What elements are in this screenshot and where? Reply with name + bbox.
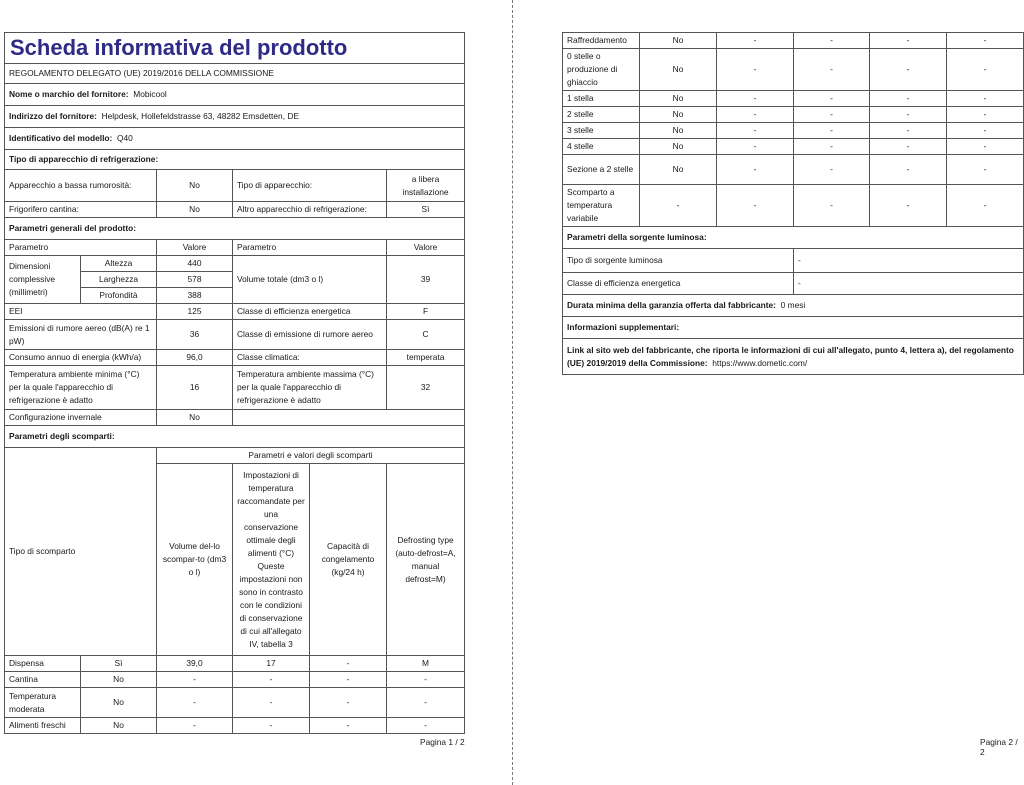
- compartment-defrost: M: [387, 656, 465, 672]
- compartment-freezing: -: [310, 718, 387, 734]
- compartment-temp: -: [233, 688, 310, 718]
- regulation-line: REGOLAMENTO DELEGATO (UE) 2019/2016 DELLA COMMISSIONE: [5, 64, 465, 84]
- warranty-label: Durata minima della garanzia offerta dal fabbricante:: [567, 300, 776, 310]
- max-temp-value: 32: [387, 366, 465, 410]
- compartment-name: Raffreddamento: [563, 33, 640, 49]
- table-row: [563, 139, 1024, 155]
- freezing-capacity-header: Capacità di congelamento (kg/24 h): [310, 464, 387, 656]
- compartment-freezing: -: [310, 656, 387, 672]
- compartment-name: Cantina: [5, 672, 81, 688]
- width-label: Larghezza: [81, 272, 157, 288]
- compartment-defrost: -: [387, 672, 465, 688]
- compartment-freezing: -: [870, 155, 947, 185]
- page-number-2: Pagina 2 / 2: [980, 737, 1018, 757]
- general-params-heading: Parametri generali del prodotto:: [5, 218, 465, 240]
- model-id-row: [5, 128, 465, 150]
- manufacturer-link-label: Link al sito web del fabbricante, che riporta le informazioni di cui all'allegato, punto 4, lettera a), del regolamento (UE) 2019/2019 della Commissione:: [567, 344, 1014, 368]
- compartment-defrost: -: [947, 91, 1024, 107]
- compartment-name: 4 stelle: [563, 139, 640, 155]
- eei-value: 125: [157, 304, 233, 320]
- table-row: [563, 123, 1024, 139]
- compartment-defrost: -: [947, 123, 1024, 139]
- supplier-address-value: Helpdesk, Hollefeldstrasse 63, 48282 Emsdetten, DE: [101, 111, 299, 121]
- compartment-temp: -: [794, 49, 870, 91]
- compartment-defrost: -: [947, 107, 1024, 123]
- climate-class-value: temperata: [387, 350, 465, 366]
- compartment-volume: -: [157, 718, 233, 734]
- max-temp-label: Temperatura ambiente massima (°C) per la quale l'apparecchio di refrigerazione è adatto: [233, 366, 387, 410]
- product-info-sheet-page-2: [562, 32, 1024, 375]
- table-row: [563, 91, 1024, 107]
- compartment-name: Alimenti freschi: [5, 718, 81, 734]
- total-volume-label: Volume totale (dm3 o l): [233, 256, 387, 304]
- table-row: [563, 155, 1024, 185]
- compartment-defrost: -: [947, 33, 1024, 49]
- other-appliance-value: Sì: [387, 202, 465, 218]
- page-number-1: Pagina 1 / 2: [420, 737, 465, 747]
- compartment-temp: -: [233, 672, 310, 688]
- noise-class-label: Classe di emissione di rumore aereo: [233, 320, 387, 350]
- height-value: 440: [157, 256, 233, 272]
- compartment-temp: -: [794, 123, 870, 139]
- noise-class-value: C: [387, 320, 465, 350]
- compartment-name: Dispensa: [5, 656, 81, 672]
- table-row: [563, 49, 1024, 91]
- compartment-volume: -: [717, 33, 794, 49]
- compartment-present: -: [640, 185, 717, 227]
- warranty-value: 0 mesi: [780, 300, 806, 310]
- energy-class-value: F: [387, 304, 465, 320]
- height-label: Altezza: [81, 256, 157, 272]
- model-id-value: Q40: [116, 133, 133, 143]
- compartment-freezing: -: [870, 49, 947, 91]
- compartment-temp: -: [233, 718, 310, 734]
- compartment-freezing: -: [310, 672, 387, 688]
- total-volume-value: 39: [387, 256, 465, 304]
- compartment-present: No: [81, 718, 157, 734]
- appliance-type-value: a libera installazione: [387, 170, 465, 202]
- appliance-type-label: Tipo di apparecchio:: [233, 170, 387, 202]
- compartments-heading: Parametri degli scomparti:: [5, 426, 465, 448]
- compartment-present: No: [640, 91, 717, 107]
- compartment-temp: -: [794, 185, 870, 227]
- compartment-defrost: -: [387, 688, 465, 718]
- min-temp-value: 16: [157, 366, 233, 410]
- supplier-address-row: [5, 106, 465, 128]
- compartment-name: Sezione a 2 stelle: [563, 155, 640, 185]
- param-header-left: Parametro: [5, 240, 157, 256]
- compartment-volume: -: [717, 139, 794, 155]
- winter-config-value: No: [157, 410, 233, 426]
- compartment-freezing: -: [870, 33, 947, 49]
- defrost-type-header: Defrosting type (auto-defrost=A, manual defrost=M): [387, 464, 465, 656]
- compartment-temp: -: [794, 155, 870, 185]
- model-id-label: Identificativo del modello:: [9, 133, 113, 143]
- depth-label: Profondità: [81, 288, 157, 304]
- value-header-left: Valore: [157, 240, 233, 256]
- low-noise-label: Apparecchio a bassa rumorosità:: [5, 170, 157, 202]
- compartment-present: No: [640, 123, 717, 139]
- compartment-present: No: [81, 672, 157, 688]
- table-row: [563, 107, 1024, 123]
- compartment-temp: 17: [233, 656, 310, 672]
- compartment-temp: -: [794, 139, 870, 155]
- compartment-name: 3 stelle: [563, 123, 640, 139]
- compartment-defrost: -: [947, 139, 1024, 155]
- compartment-name: Temperatura moderata: [5, 688, 81, 718]
- compartment-volume: -: [717, 155, 794, 185]
- compartment-freezing: -: [310, 688, 387, 718]
- wine-storage-value: No: [157, 202, 233, 218]
- compartment-freezing: -: [870, 139, 947, 155]
- compartment-defrost: -: [947, 185, 1024, 227]
- temp-setting-header: Impostazioni di temperatura raccomandate per una conservazione ottimale degli alimenti (°C) Queste impostazioni non sono in contrasto con le condizioni di conservazione di cui all'allegato IV, tabella 3: [233, 464, 310, 656]
- light-class-value: -: [794, 273, 1024, 295]
- compartment-present: No: [81, 688, 157, 718]
- table-row: [563, 185, 1024, 227]
- compartment-name: Scomparto a temperatura variabile: [563, 185, 640, 227]
- table-row: [5, 656, 465, 672]
- compartment-type-header: Tipo di scomparto: [5, 448, 157, 656]
- supplier-address-label: Indirizzo del fornitore:: [9, 111, 97, 121]
- compartment-volume: -: [717, 185, 794, 227]
- compartment-freezing: -: [870, 91, 947, 107]
- compartment-present: No: [640, 107, 717, 123]
- appliance-type-heading: Tipo di apparecchio di refrigerazione:: [5, 150, 465, 170]
- value-header-right: Valore: [387, 240, 465, 256]
- table-row: [5, 672, 465, 688]
- energy-consumption-label: Consumo annuo di energia (kWh/a): [5, 350, 157, 366]
- light-type-label: Tipo di sorgente luminosa: [563, 249, 794, 273]
- compartment-temp: -: [794, 33, 870, 49]
- noise-label: Emissioni di rumore aereo (dB(A) re 1 pW): [5, 320, 157, 350]
- volume-header: Volume del-lo scompar-to (dm3 o l): [157, 464, 233, 656]
- compartment-volume: -: [717, 107, 794, 123]
- compartment-volume: -: [717, 91, 794, 107]
- compartment-freezing: -: [870, 185, 947, 227]
- compartment-name: 2 stelle: [563, 107, 640, 123]
- dimensions-label: Dimensioni complessive (millimetri): [5, 256, 81, 304]
- page-divider: [512, 0, 513, 785]
- light-class-label: Classe di efficienza energetica: [563, 273, 794, 295]
- compartment-volume: -: [157, 688, 233, 718]
- compartment-present: No: [640, 139, 717, 155]
- compartment-name: 1 stella: [563, 91, 640, 107]
- compartment-freezing: -: [870, 123, 947, 139]
- light-type-value: -: [794, 249, 1024, 273]
- compartment-temp: -: [794, 91, 870, 107]
- min-temp-label: Temperatura ambiente minima (°C) per la quale l'apparecchio di refrigerazione è adatto: [5, 366, 157, 410]
- width-value: 578: [157, 272, 233, 288]
- noise-value: 36: [157, 320, 233, 350]
- compartment-volume: -: [717, 49, 794, 91]
- manufacturer-link-row: [563, 339, 1024, 375]
- climate-class-label: Classe climatica:: [233, 350, 387, 366]
- compartment-volume: -: [157, 672, 233, 688]
- depth-value: 388: [157, 288, 233, 304]
- compartment-defrost: -: [387, 718, 465, 734]
- warranty-row: [563, 295, 1024, 317]
- page-title: Scheda informativa del prodotto: [5, 33, 465, 64]
- compartment-defrost: -: [947, 49, 1024, 91]
- energy-consumption-value: 96,0: [157, 350, 233, 366]
- compartment-present: No: [640, 155, 717, 185]
- compartment-name: 0 stelle o produzione di ghiaccio: [563, 49, 640, 91]
- wine-storage-label: Frigorifero cantina:: [5, 202, 157, 218]
- product-info-sheet-page-1: [4, 32, 465, 734]
- param-header-right: Parametro: [233, 240, 387, 256]
- table-row: [5, 718, 465, 734]
- compartment-present: Sì: [81, 656, 157, 672]
- compartment-freezing: -: [870, 107, 947, 123]
- energy-class-label: Classe di efficienza energetica: [233, 304, 387, 320]
- compartment-volume: -: [717, 123, 794, 139]
- light-source-heading: Parametri della sorgente luminosa:: [563, 227, 1024, 249]
- table-row: [563, 33, 1024, 49]
- winter-config-label: Configurazione invernale: [5, 410, 157, 426]
- compartment-temp: -: [794, 107, 870, 123]
- params-values-header: Parametri e valori degli scomparti: [157, 448, 465, 464]
- compartment-defrost: -: [947, 155, 1024, 185]
- table-row: [5, 688, 465, 718]
- low-noise-value: No: [157, 170, 233, 202]
- supplier-name-value: Mobicool: [133, 89, 167, 99]
- supplier-name-label: Nome o marchio del fornitore:: [9, 89, 129, 99]
- compartment-volume: 39,0: [157, 656, 233, 672]
- compartment-present: No: [640, 49, 717, 91]
- extra-info-heading: Informazioni supplementari:: [563, 317, 1024, 339]
- manufacturer-link[interactable]: https://www.dometic.com/: [712, 357, 808, 368]
- other-appliance-label: Altro apparecchio di refrigerazione:: [233, 202, 387, 218]
- supplier-name-row: [5, 84, 465, 106]
- compartment-present: No: [640, 33, 717, 49]
- eei-label: EEI: [5, 304, 157, 320]
